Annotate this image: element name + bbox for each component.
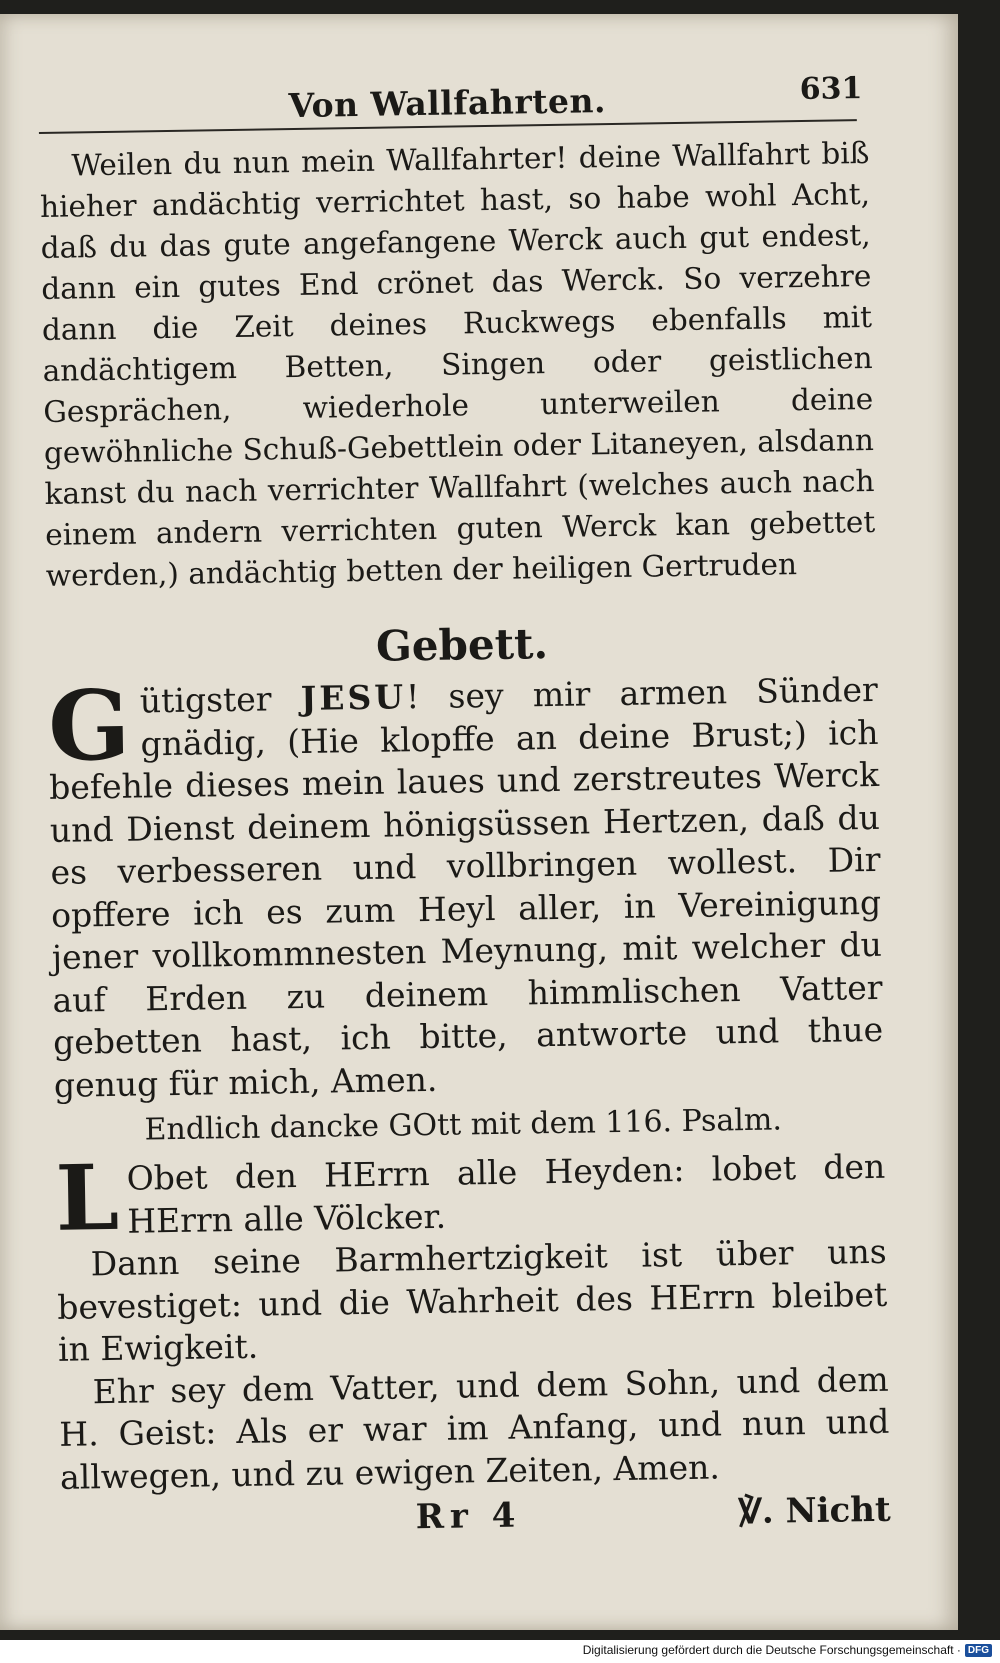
- psalm-intro: Endlich dancke GOtt mit dem 116. Psalm.: [144, 1102, 783, 1148]
- credit-text: Digitalisierung gefördert durch die Deutsche Forschungsgemeinschaft ·: [582, 1643, 961, 1657]
- page-footer-line: [60, 1490, 891, 1547]
- psalm-doxology: Ehr sey dem Vatter, und dem Sohn, und dem H. Geist: Als er war im Anfang, und nun und allwegen, und zu ewigen Zeiten, Amen.: [59, 1359, 890, 1497]
- book-page: [0, 14, 958, 1630]
- running-title: Von Wallfahrten.: [288, 81, 607, 126]
- signature-mark: Rr 4: [415, 1495, 522, 1538]
- page-content: [38, 61, 891, 1547]
- page-number: 631: [799, 71, 863, 108]
- digitization-credit: [583, 1643, 992, 1657]
- catchword: ℣. Nicht: [738, 1489, 891, 1533]
- psalm-verse-2: Dann seine Barmhertzigkeit ist über uns bevestiget: und die Wahrheit des HErrn bleibet in Ewigkeit.: [57, 1231, 888, 1369]
- prayer-dropcap: G: [47, 668, 132, 783]
- prayer-paragraph: [48, 669, 885, 1107]
- prayer-jesu: JESU: [300, 677, 407, 718]
- prayer-text: ! sey mir armen Sünder gnädig, (Hie klopffe an deine Brust;) ich befehle dieses mein laues und zerstreutes Werck und Dienst deinem hönigsüssen Hertzen, daß du es verbesseren und vollbringen wollest. Dir opffere ich es zum Heyl aller, in Vereinigung jener vollkommnesten Meynung, mit welcher du auf Erden zu deinem himmlischen Vatter gebetten hast, ich bitte, antworte und thue genug für mich, Amen.: [48, 669, 884, 1105]
- running-head: [38, 61, 869, 126]
- dfg-logo: DFG: [965, 1644, 992, 1657]
- psalm-text: [55, 1146, 890, 1499]
- psalm-dropcap: L: [54, 1144, 120, 1252]
- psalm-verse-1: Obet den HErrn alle Heyden: lobet den HErrn alle Völcker.: [126, 1146, 886, 1241]
- prayer-first-word: ütigster: [139, 679, 272, 721]
- section-title: Gebett.: [375, 619, 549, 671]
- intro-paragraph: Weilen du nun mein Wallfahrter! deine Wallfahrt biß hieher andächtig verrichtet hast, so habe wohl Acht, daß du das gute angefangene Werck auch gut endest, dann ein gutes End crönet das Werck. So verzehre dann die Zeit deines Ruckwegs ebenfalls mit andächtigem Betten, Singen oder geistlichen Gesprächen, wiederhole unterweilen deine gewöhnliche Schuß-Gebettlein oder Litaneyen, alsdann kanst du nach verrichter Wallfahrt (welches auch nach einem andern verrichten guten Werck kan gebettet werden,) andächtig betten der heiligen Gertruden: [39, 135, 876, 593]
